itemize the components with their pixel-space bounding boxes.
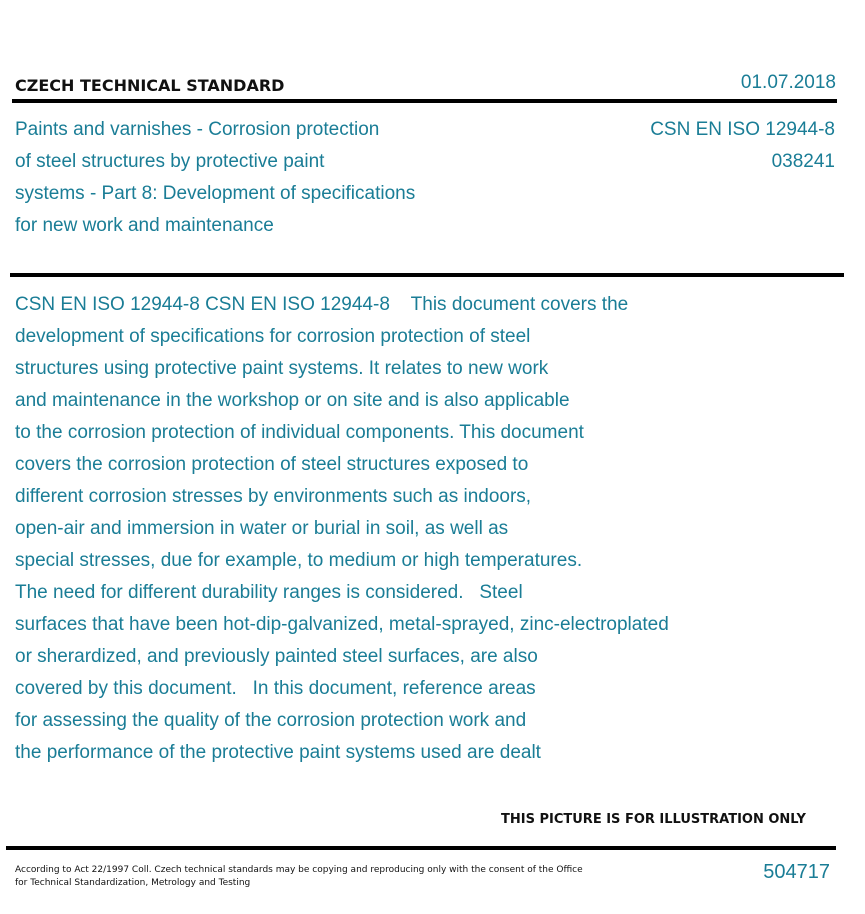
legal-notice-line: for Technical Standardization, Metrology and Testing [15,878,251,888]
abstract-line: to the corrosion protection of individual components. This document [15,422,584,443]
title-line: systems - Part 8: Development of specifications [15,183,416,204]
abstract-line: special stresses, due for example, to medium or high temperatures. [15,550,583,571]
document-number: 504717 [763,861,830,883]
standard-designation: CSN EN ISO 12944-8 [650,119,835,140]
abstract-line: development of specifications for corrosion protection of steel [15,326,531,347]
title-line: for new work and maintenance [15,215,274,236]
abstract-line: and maintenance in the workshop or on site and is also applicable [15,390,570,411]
title-line: Paints and varnishes - Corrosion protection [15,119,380,140]
abstract-line: open-air and immersion in water or burial in soil, as well as [15,518,509,539]
abstract-line: CSN EN ISO 12944-8 CSN EN ISO 12944-8 This document covers the [15,294,629,315]
bottom-divider [6,846,836,850]
abstract-line: covered by this document. In this document, reference areas [15,678,536,699]
publication-date: 01.07.2018 [740,72,836,93]
legal-notice [15,864,615,890]
abstract-line: for assessing the quality of the corrosion protection work and [15,710,527,731]
abstract-line: surfaces that have been hot-dip-galvanized, metal-sprayed, zinc-electroplated [15,614,669,635]
abstract-line: different corrosion stresses by environments such as indoors, [15,486,532,507]
top-divider [12,99,837,103]
abstract-line: structures using protective paint systems. It relates to new work [15,358,549,379]
classification-code: 038241 [771,151,835,172]
standard-codes [650,114,835,178]
illustration-notice: THIS PICTURE IS FOR ILLUSTRATION ONLY [501,812,806,827]
abstract-line: covers the corrosion protection of steel structures exposed to [15,454,529,475]
title-line: of steel structures by protective paint [15,151,325,172]
abstract-line: or sherardized, and previously painted steel surfaces, are also [15,646,538,667]
legal-notice-line: According to Act 22/1997 Coll. Czech technical standards may be copying and reproducing only with the consent of the Office [15,865,583,875]
document-title [15,114,495,242]
document-abstract [15,289,815,769]
abstract-line: The need for different durability ranges is considered. Steel [15,582,523,603]
middle-divider [10,273,844,277]
standard-label: CZECH TECHNICAL STANDARD [15,76,285,95]
abstract-line: the performance of the protective paint systems used are dealt [15,742,541,763]
